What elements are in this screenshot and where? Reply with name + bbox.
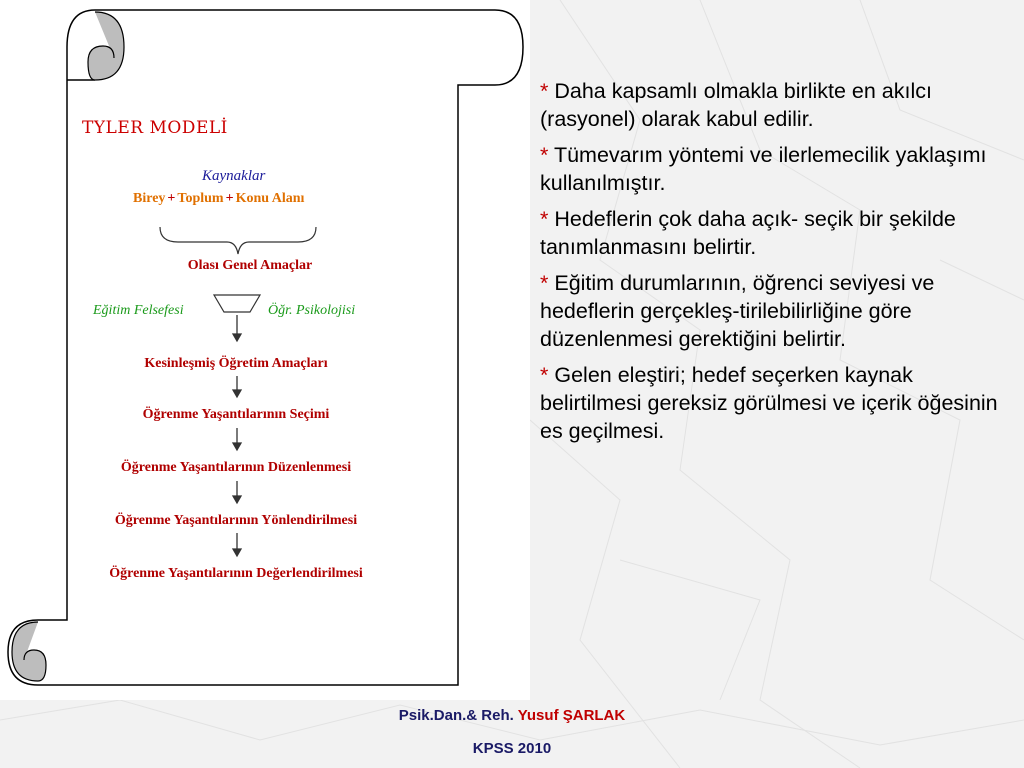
plus-sign: + [225, 191, 234, 206]
sources-row [133, 191, 304, 207]
bullet-item [540, 361, 1000, 445]
filter-left-label: Eğitim Felsefesi [93, 303, 184, 318]
bullet-marker: * [540, 207, 549, 231]
source-toplum: Toplum [177, 191, 224, 206]
footer-author [0, 707, 1024, 724]
bullet-text: Tümevarım yöntemi ve ilerlemecilik yaklaşımı kullanılmıştır. [540, 143, 987, 195]
bullet-text: Gelen eleştiri; hedef seçerken kaynak belirtilmesi gereksiz görülmesi ve içerik öğesinin es geçilmesi. [540, 363, 998, 443]
flow-step: Öğrenme Yaşantılarının Değerlendirilmesi [109, 566, 363, 581]
source-konu-alani: Konu Alanı [235, 191, 305, 206]
bullet-list [540, 77, 1000, 453]
flow-step: Kesinleşmiş Öğretim Amaçları [144, 356, 328, 371]
bullet-item [540, 205, 1000, 261]
scroll-graphic [0, 0, 530, 700]
bullet-text: Daha kapsamlı olmakla birlikte en akılcı (rasyonel) olarak kabul edilir. [540, 79, 932, 131]
plus-sign: + [167, 191, 176, 206]
scroll-title: TYLER MODELİ [82, 118, 228, 138]
footer-author-name: Yusuf ŞARLAK [517, 707, 626, 724]
sources-heading: Kaynaklar [202, 168, 266, 184]
bullet-item [540, 141, 1000, 197]
bullet-marker: * [540, 79, 549, 103]
footer-prefix: Psik.Dan.& Reh. [398, 707, 514, 724]
source-birey: Birey [133, 191, 166, 206]
bullet-text: Eğitim durumlarının, öğrenci seviyesi ve hedeflerin gerçekleş-tirilebilirliğine göre düzenlenmesi gerektiğini belirtir. [540, 271, 935, 351]
general-goals-label: Olası Genel Amaçlar [187, 258, 313, 273]
bullet-marker: * [540, 271, 549, 295]
footer-exam: KPSS 2010 [472, 740, 552, 757]
bullet-marker: * [540, 143, 549, 167]
bullet-item [540, 269, 1000, 353]
flow-step: Öğrenme Yaşantılarının Seçimi [142, 407, 330, 422]
bullet-marker: * [540, 363, 549, 387]
bullet-item [540, 77, 1000, 133]
filter-right-label: Öğr. Psikolojisi [268, 303, 356, 318]
flow-step: Öğrenme Yaşantılarının Yönlendirilmesi [114, 513, 358, 528]
bullet-text: Hedeflerin çok daha açık- seçik bir şekilde tanımlanmasını belirtir. [540, 207, 956, 259]
flow-step: Öğrenme Yaşantılarının Düzenlenmesi [120, 460, 352, 475]
